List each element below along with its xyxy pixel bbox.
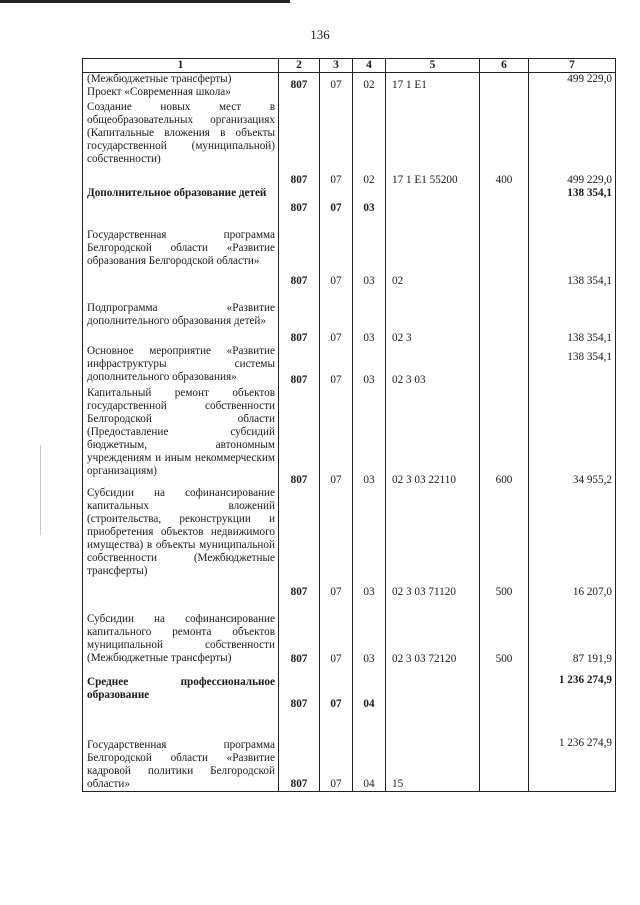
row-name: Капитальный ремонт объектов государственной собственности Белгородской области (Предоставление субсидий бюджетным, автономным учреждениям и иным некоммерческим организациям) <box>83 387 279 487</box>
row-name: Создание новых мест в общеобразовательных организациях (Капитальные вложения в объекты государственной (муниципальной) собственности) <box>83 101 279 187</box>
cell-kind <box>480 288 529 345</box>
cell-amount: 1 236 274,9 <box>529 666 616 711</box>
cell-amount: 138 354,1 <box>529 215 616 288</box>
cell-subsection-2: 03 <box>353 487 386 599</box>
cell-amount: 138 354,1 <box>529 345 616 387</box>
table-row <box>83 487 616 599</box>
row-name: Подпрограмма «Развитие дополнительного образования детей» <box>83 288 279 345</box>
cell-target: 02 3 03 72120 <box>386 599 480 666</box>
cell-target: 02 3 <box>386 288 480 345</box>
cell-subsection-2: 03 <box>353 345 386 387</box>
cell-kind <box>480 666 529 711</box>
cell-target: 15 <box>386 711 480 792</box>
row-name: (Межбюджетные трансферты) Проект «Современная школа» <box>83 73 279 101</box>
row-name: Среднее профессиональное образование <box>83 666 279 711</box>
header-cell: 6 <box>480 59 529 73</box>
cell-subsection-2: 04 <box>353 666 386 711</box>
cell-subsection: 07 <box>320 288 353 345</box>
header-cell: 4 <box>353 59 386 73</box>
top-rule <box>0 0 290 3</box>
cell-section: 807 <box>279 666 320 711</box>
header-cell: 5 <box>386 59 480 73</box>
cell-subsection: 07 <box>320 666 353 711</box>
cell-section: 807 <box>279 711 320 792</box>
table-row <box>83 599 616 666</box>
row-name: Субсидии на софинансирование капитального ремонта объектов муниципальной собственности (Межбюджетные трансферты) <box>83 599 279 666</box>
cell-kind: 400 <box>480 101 529 187</box>
row-name: Основное мероприятие «Развитие инфраструктуры системы дополнительного образования» <box>83 345 279 387</box>
cell-target: 02 <box>386 215 480 288</box>
cell-subsection: 07 <box>320 215 353 288</box>
table-row <box>83 666 616 711</box>
cell-subsection-2: 03 <box>353 215 386 288</box>
cell-target: 17 1 E1 55200 <box>386 101 480 187</box>
cell-kind <box>480 711 529 792</box>
table-row <box>83 187 616 215</box>
cell-subsection-2: 03 <box>353 288 386 345</box>
cell-section: 807 <box>279 387 320 487</box>
table-row <box>83 101 616 187</box>
cell-subsection-2: 02 <box>353 101 386 187</box>
cell-amount: 34 955,2 <box>529 387 616 487</box>
cell-amount: 138 354,1 <box>529 288 616 345</box>
page-number: 136 <box>310 27 330 42</box>
cell-kind: 500 <box>480 599 529 666</box>
cell-subsection: 07 <box>320 73 353 101</box>
cell-section: 807 <box>279 73 320 101</box>
cell-kind <box>480 187 529 215</box>
cell-target: 02 3 03 <box>386 345 480 387</box>
cell-amount: 87 191,9 <box>529 599 616 666</box>
cell-subsection: 07 <box>320 711 353 792</box>
row-name: Государственная программа Белгородской области «Развитие кадровой политики Белгородской области» <box>83 711 279 792</box>
cell-subsection-2: 03 <box>353 599 386 666</box>
cell-kind <box>480 215 529 288</box>
table-row <box>83 345 616 387</box>
cell-subsection: 07 <box>320 599 353 666</box>
row-name: Государственная программа Белгородской области «Развитие образования Белгородской области» <box>83 215 279 288</box>
cell-amount: 138 354,1 <box>529 187 616 215</box>
header-cell: 3 <box>320 59 353 73</box>
cell-amount: 499 229,0 <box>529 73 616 101</box>
table-row <box>83 288 616 345</box>
row-name: Субсидии на софинансирование капитальных вложений (строительства, реконструкции и приобретения объектов недвижимого имущества) в объекты муниципальной собственности (Межбюджетные трансферты) <box>83 487 279 599</box>
cell-kind <box>480 345 529 387</box>
budget-table <box>82 58 616 792</box>
cell-subsection: 07 <box>320 387 353 487</box>
cell-section: 807 <box>279 487 320 599</box>
table-row <box>83 215 616 288</box>
cell-target <box>386 187 480 215</box>
cell-target: 17 1 E1 <box>386 73 480 101</box>
cell-subsection-2: 03 <box>353 187 386 215</box>
cell-section: 807 <box>279 215 320 288</box>
cell-section: 807 <box>279 288 320 345</box>
cell-section: 807 <box>279 599 320 666</box>
cell-kind: 600 <box>480 387 529 487</box>
cell-amount: 1 236 274,9 <box>529 711 616 792</box>
cell-section: 807 <box>279 187 320 215</box>
header-cell: 2 <box>279 59 320 73</box>
cell-subsection-2: 03 <box>353 387 386 487</box>
header-cell: 7 <box>529 59 616 73</box>
margin-mark <box>40 445 41 535</box>
cell-kind <box>480 73 529 101</box>
cell-subsection: 07 <box>320 187 353 215</box>
table-row <box>83 73 616 101</box>
table-row <box>83 711 616 792</box>
cell-subsection-2: 02 <box>353 73 386 101</box>
cell-section: 807 <box>279 101 320 187</box>
cell-section: 807 <box>279 345 320 387</box>
row-name: Дополнительное образование детей <box>83 187 279 215</box>
cell-subsection: 07 <box>320 101 353 187</box>
cell-subsection-2: 04 <box>353 711 386 792</box>
cell-kind: 500 <box>480 487 529 599</box>
cell-target: 02 3 03 71120 <box>386 487 480 599</box>
cell-amount: 16 207,0 <box>529 487 616 599</box>
cell-subsection: 07 <box>320 345 353 387</box>
table-row <box>83 387 616 487</box>
cell-amount: 499 229,0 <box>529 101 616 187</box>
cell-subsection: 07 <box>320 487 353 599</box>
header-cell: 1 <box>83 59 279 73</box>
cell-target <box>386 666 480 711</box>
cell-target: 02 3 03 22110 <box>386 387 480 487</box>
header-row <box>83 59 616 73</box>
